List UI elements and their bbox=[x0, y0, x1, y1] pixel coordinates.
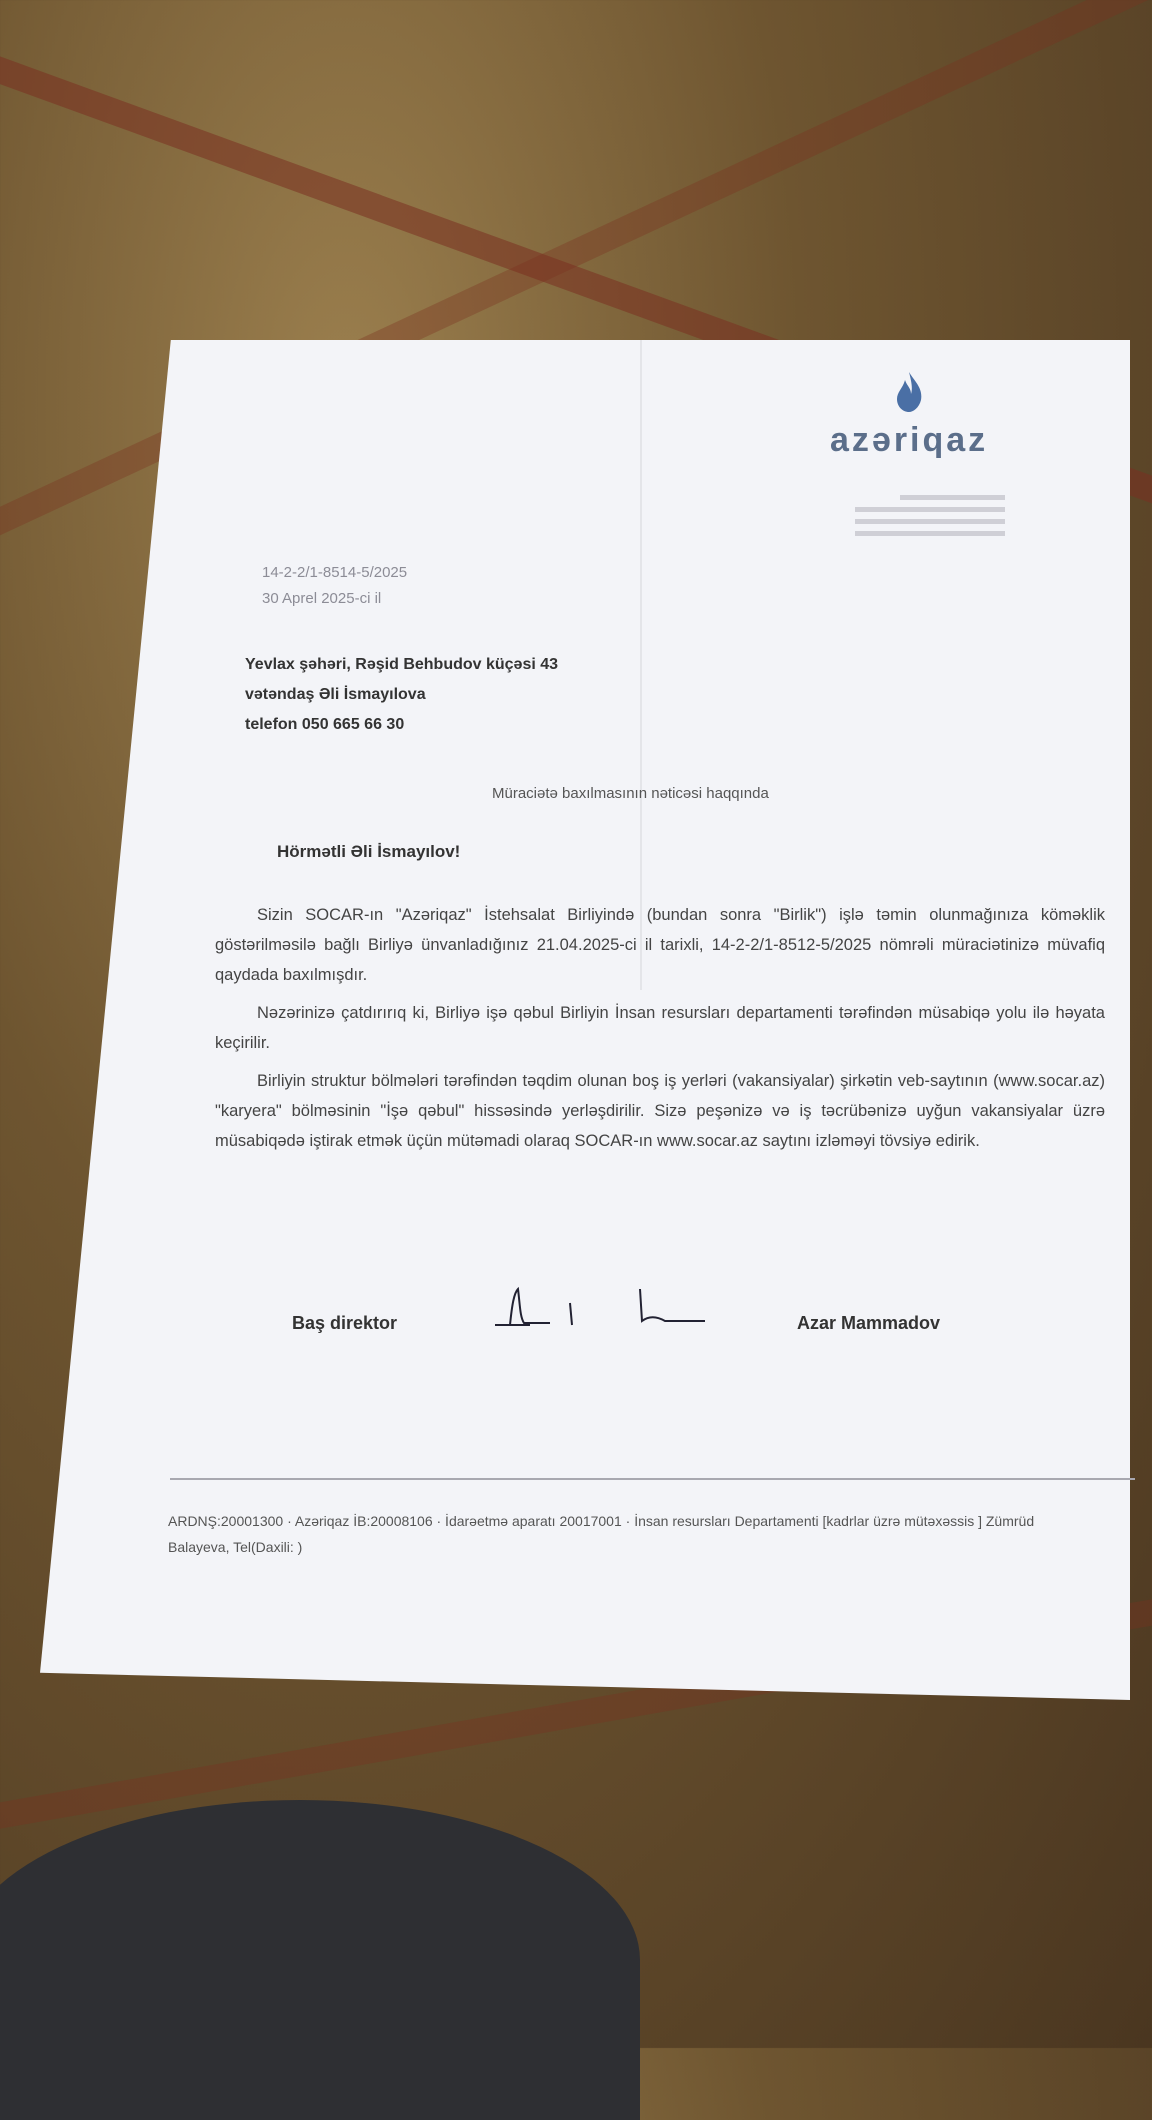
reference-number: 14-2-2/1-8514-5/2025 bbox=[262, 564, 408, 581]
recipient-address bbox=[245, 650, 558, 740]
registration-stamp bbox=[855, 488, 1005, 568]
letter-subject: Müraciətə baxılmasının nəticəsi haqqında bbox=[492, 785, 769, 802]
letter-greeting: Hörmətli Əli İsmayılov! bbox=[277, 842, 461, 861]
person-knee bbox=[0, 1800, 640, 2120]
address-line: vətəndaş Əli İsmayılova bbox=[245, 686, 426, 703]
address-line: telefon 050 665 66 30 bbox=[245, 716, 405, 733]
company-logo bbox=[830, 372, 988, 460]
reference-block bbox=[262, 560, 407, 612]
address-line: Yevlax şəhəri, Rəşid Behbudov küçəsi 43 bbox=[245, 656, 559, 673]
body-paragraph: Birliyin struktur bölmələri tərəfindən təqdim olunan boş iş yerləri (vakansiyalar) şirkətin veb-saytının (www.socar.az) "karyera" bölməsinin "İşə qəbul" hissəsində yerləşdirilir. Sizə peşənizə və iş təcrübənizə uyğun vakansiyalar üzrə müsabiqədə iştirak etmək üçün mütəmadi olaraq SOCAR-ın www.socar.az saytını izləməyi tövsiyə edirik. bbox=[215, 1072, 1105, 1150]
body-paragraph: Sizin SOCAR-ın "Azəriqaz" İstehsalat Birliyində (bundan sonra "Birlik") işlə təmin olunmağınıza köməklik göstərilməsilə bağlı Birliyə ünvanladığınız 21.04.2025-ci il tarixli, 14-2-2/1-8512-5/2025 nömrəli müraciətinizə müvafiq qaydada baxılmışdır. bbox=[215, 906, 1105, 984]
paper-fold bbox=[640, 340, 642, 990]
flame-icon bbox=[895, 372, 923, 412]
reference-date: 30 Aprel 2025-ci il bbox=[262, 590, 382, 607]
body-paragraph: Nəzərinizə çatdırırıq ki, Birliyə işə qəbul Birliyin İnsan resursları departamenti tərəfindən müsabiqə yolu ilə həyata keçirilir. bbox=[215, 1004, 1105, 1052]
brand-name: azəriqaz bbox=[830, 421, 989, 459]
letter-body bbox=[215, 900, 1105, 1164]
footer-divider bbox=[170, 1478, 1135, 1480]
handwritten-signature bbox=[490, 1285, 720, 1335]
signatory-title: Baş direktor bbox=[292, 1313, 398, 1333]
signatory-name: Azar Mammadov bbox=[797, 1313, 941, 1333]
letter-footer: ARDNŞ:20001300 · Azəriqaz İB:20008106 · İdarəetmə aparatı 20017001 · İnsan resursları Departamenti [kadrlar üzrə mütəxəssis ] Zümrüd Balayeva, Tel(Daxili: ) bbox=[168, 1513, 1035, 1555]
